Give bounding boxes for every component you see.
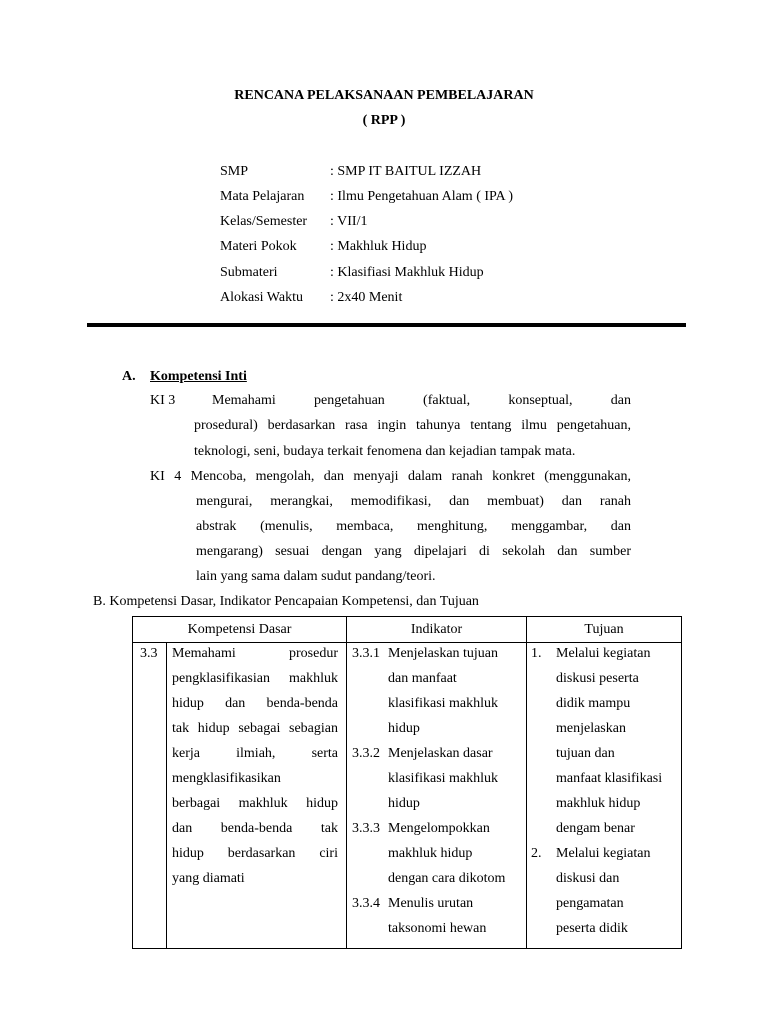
indikator-number: 3.3.4 [352,896,380,911]
section-a-letter: A. [122,369,136,384]
indikator-line: dan manfaat [388,671,457,686]
header-tujuan: Tujuan [527,617,682,643]
identity-label: Mata Pelajaran [220,189,305,204]
ki4-line: lain yang sama dalam sudut pandang/teori. [196,569,436,584]
tujuan-line: dengam benar [556,821,635,836]
tujuan-number: 2. [531,846,542,861]
indikator-line: hidup [388,796,420,811]
tujuan-line: tujuan dan [556,746,615,761]
indikator-line: Menjelaskan dasar [388,746,493,761]
kd-line: kerja ilmiah, serta [172,746,338,761]
tujuan-line: manfaat klasifikasi [556,771,663,786]
identity-value: : VII/1 [330,214,368,229]
kd-line: hidup berdasarkan ciri [172,846,338,861]
indikator-line: taksonomi hewan [388,921,487,936]
indikator-line: dengan cara dikotom [388,871,506,886]
indikator-number: 3.3.2 [352,746,380,761]
indikator-line: hidup [388,721,420,736]
header-indikator: Indikator [347,617,527,643]
tujuan-line: didik mampu [556,696,631,711]
ki3-line: prosedural) berdasarkan rasa ingin tahunya tentang ilmu pengetahuan, [194,418,631,433]
table-header-row [133,617,682,643]
identity-value: : Makhluk Hidup [330,239,427,254]
page-subtitle: ( RPP ) [362,113,406,128]
identity-value: : Klasifiasi Makhluk Hidup [330,265,484,280]
identity-value: : Ilmu Pengetahuan Alam ( IPA ) [330,189,514,204]
tujuan-number: 1. [531,646,542,661]
indikator-line: klasifikasi makhluk [388,696,499,711]
kd-line: berbagai makhluk hidup [172,796,338,811]
identity-label: Kelas/Semester [220,214,308,229]
table-row [133,643,682,949]
page-title: RENCANA PELAKSANAAN PEMBELAJARAN [234,88,534,103]
identity-label: Alokasi Waktu [220,290,303,305]
indikator-number: 3.3.1 [352,646,380,661]
ki3-label: KI 3 [150,393,176,408]
kd-line: tak hidup sebagai sebagian [172,721,338,736]
tujuan-line: pengamatan [556,896,624,911]
tujuan-line: diskusi dan [556,871,620,886]
indikator-line: klasifikasi makhluk [388,771,499,786]
ki3-line: Memahami pengetahuan (faktual, konseptual, dan [212,393,631,408]
tujuan-line: diskusi peserta [556,671,639,686]
ki4-first-line: KI 4 Mencoba, mengolah, dan menyaji dalam ranah konkret (menggunakan, [150,469,631,484]
kd-line: mengklasifikasikan [172,771,281,786]
indikator-line: Mengelompokkan [388,821,490,836]
indikator-line: Menjelaskan tujuan [388,646,499,661]
kd-line: hidup dan benda-benda [172,696,338,711]
header-divider [87,323,686,327]
kd-line: Memahami prosedur [172,646,338,661]
identity-value: : SMP IT BAITUL IZZAH [330,164,482,179]
tujuan-line: Melalui kegiatan [556,846,651,861]
section-a-title: Kompetensi Inti [150,369,247,384]
identity-label: SMP [220,164,249,179]
tujuan-line: peserta didik [556,921,628,936]
indikator-line: makhluk hidup [388,846,473,861]
ki4-line: abstrak (menulis, membaca, menghitung, menggambar, dan [196,519,631,534]
kd-number: 3.3 [140,646,158,661]
ki4-line: mengarang) sesuai dengan yang dipelajari di sekolah dan sumber [196,544,631,559]
indikator-line: Menulis urutan [388,896,474,911]
identity-value: : 2x40 Menit [330,290,403,305]
kd-number-cell [133,643,167,949]
kd-description-cell [167,643,347,949]
ki4-line: mengurai, merangkai, memodifikasi, dan membuat) dan ranah [196,494,631,509]
tujuan-line: menjelaskan [556,721,626,736]
header-kompetensi-dasar: Kompetensi Dasar [133,617,347,643]
kd-line: yang diamati [172,871,245,886]
kd-line: pengklasifikasian makhluk [172,671,338,686]
section-b-title: B. Kompetensi Dasar, Indikator Pencapaian Kompetensi, dan Tujuan [93,594,479,609]
competency-table [132,616,682,949]
tujuan-cell [527,643,682,949]
tujuan-line: Melalui kegiatan [556,646,651,661]
identity-label: Materi Pokok [220,239,297,254]
indikator-number: 3.3.3 [352,821,380,836]
kd-line: dan benda-benda tak [172,821,338,836]
identity-label: Submateri [220,265,278,280]
tujuan-line: makhluk hidup [556,796,641,811]
ki3-line: teknologi, seni, budaya terkait fenomena dan kejadian tampak mata. [194,444,576,459]
indikator-cell [347,643,527,949]
